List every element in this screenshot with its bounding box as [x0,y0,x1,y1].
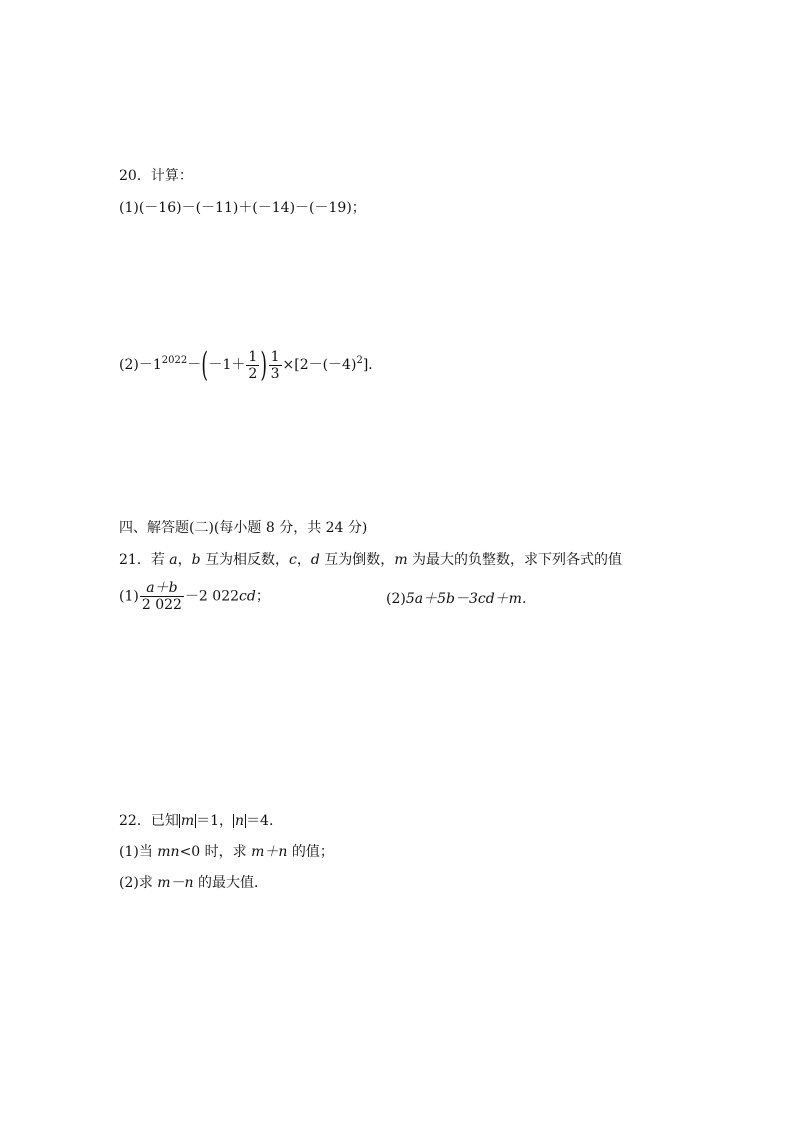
q20-p2-minus: － [187,357,202,373]
q21-p1-tail: －2 022 [184,588,240,605]
q20-p2-tail: ×[2－(－4) [282,357,357,373]
q21-stem-b: 互为相反数， [200,552,290,568]
question-22-stem [119,812,273,830]
q22-p2-b: 的最大值． [193,875,269,891]
q22-p1-c: 的值； [287,844,334,860]
right-paren: ) [260,345,268,385]
fraction-half [246,349,259,382]
question-21-stem [119,551,622,569]
q22-p2-a: (2)求 [119,875,158,891]
q21-p1-label: (1) [119,588,139,605]
q20-p2-end: ]． [362,357,383,373]
fraction-a-plus-b [140,580,184,613]
section-heading: 四、解答题(二)(每小题 8 分，共 24 分) [119,520,368,536]
fraction-third [269,349,282,382]
q22-p1-expr: m＋n [251,844,288,860]
q21-stem-c: 互为倒数， [319,552,395,568]
q21-sep-1: ， [177,552,192,568]
question-22-part-1 [119,843,334,861]
q22-p1-mn: mn [157,844,180,860]
fraction-denominator: 2 022 [141,597,182,613]
var-a: a [169,552,178,568]
question-21-part-1 [119,580,270,613]
q21-p1-end: ； [255,588,270,605]
q21-p1-var: cd [239,588,256,605]
q21-p2-expr: 5a＋5b－3cd＋m. [405,591,527,607]
q22-stem-a: 22．已知 [119,813,179,829]
abs-m: m [180,813,195,829]
q22-p1-b: <0 时，求 [179,844,252,860]
fraction-numerator: a＋b [140,580,184,597]
var-d: d [310,552,320,568]
q20-p2-square: 2 [356,355,363,366]
question-20-part-1: (1)(－16)－(－11)＋(－14)－(－19)； [119,200,366,216]
q21-stem-d: 为最大的负整数，求下列各式的值 [407,552,623,568]
var-b: b [191,552,201,568]
q21-sep-2: ， [296,552,311,568]
question-22-part-2 [119,874,268,892]
q22-p2-expr: m－n [157,875,194,891]
q22-p1-a: (1)当 [119,844,158,860]
q20-p2-inner: －1＋ [208,357,246,373]
q20-p2-exponent: 2022 [161,355,188,366]
q22-stem-b: ＝1， [196,813,234,829]
fraction-half-denominator: 2 [248,365,258,382]
var-c: c [289,552,297,568]
fraction-half-numerator: 1 [248,348,258,365]
left-paren: ( [201,345,209,385]
q22-stem-c: ＝4. [246,813,274,829]
var-m: m [394,552,408,568]
q21-stem-a: 21．若 [119,552,170,568]
q21-p2-label: (2) [386,591,406,607]
q20-p2-prefix: (2)－1 [119,357,162,373]
abs-n: n [235,813,245,829]
question-21-part-2 [386,590,526,608]
question-20-part-2 [119,345,383,385]
question-20-title: 20．计算： [119,168,193,184]
fraction-third-numerator: 1 [270,348,280,365]
fraction-third-denominator: 3 [270,365,280,382]
